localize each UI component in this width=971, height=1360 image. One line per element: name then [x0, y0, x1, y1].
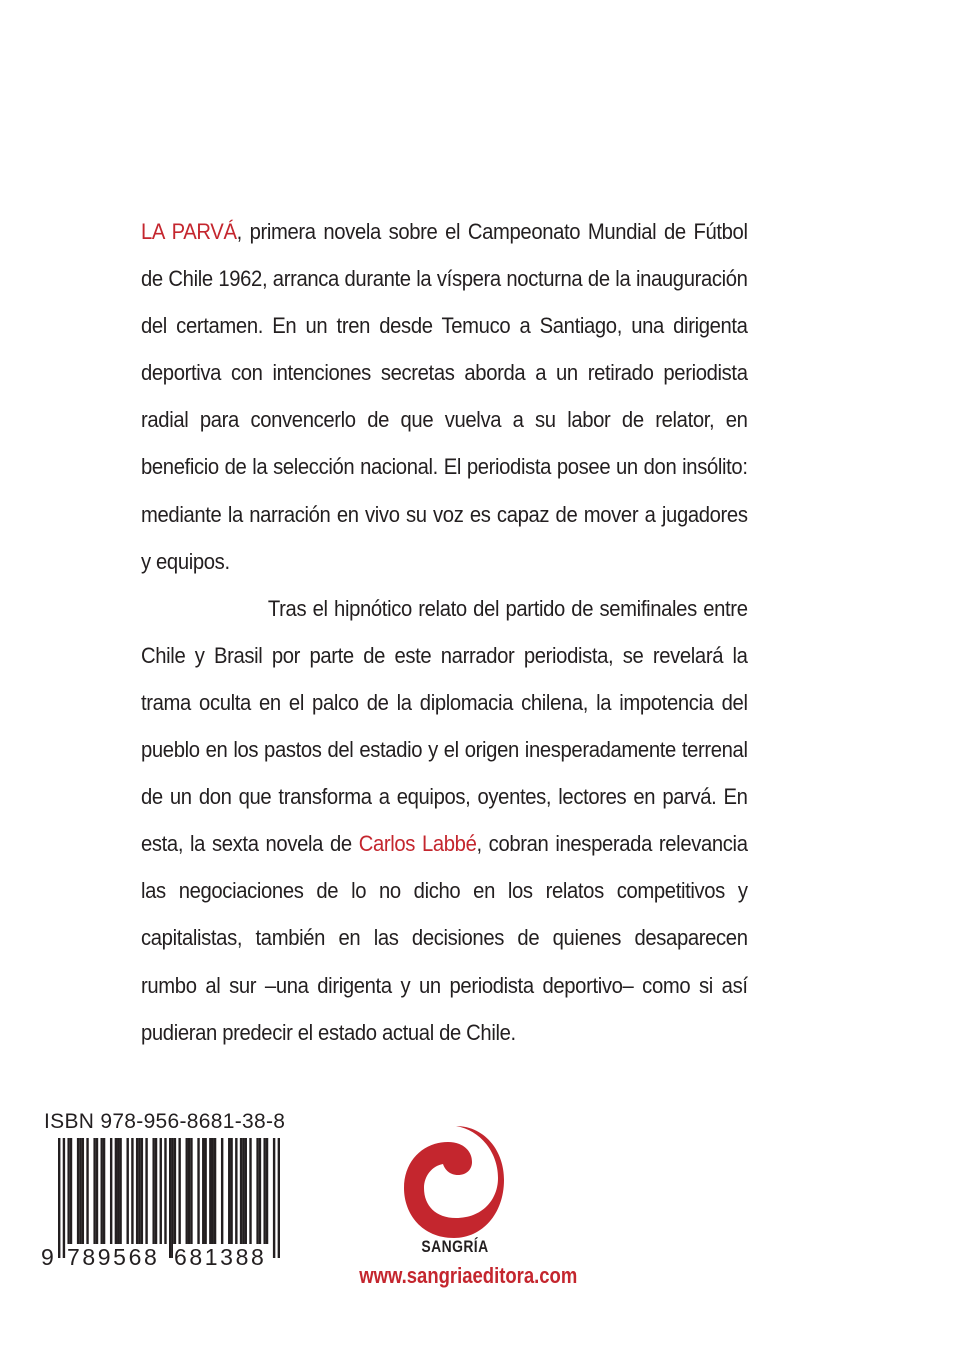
barcode-bar	[79, 1138, 81, 1244]
blurb-paragraph-1	[141, 208, 748, 585]
publisher-website: www.sangriaeditora.com	[359, 1263, 578, 1288]
barcode-bar	[155, 1138, 157, 1244]
book-title: LA PARVÁ	[141, 219, 237, 244]
barcode-bar	[93, 1138, 95, 1244]
barcode-bar	[117, 1138, 119, 1244]
back-cover-blurb	[141, 208, 748, 1056]
barcode-bar	[188, 1138, 190, 1244]
barcode-bar	[131, 1138, 133, 1244]
barcode-bar	[86, 1138, 88, 1244]
barcode-digits	[40, 1244, 284, 1270]
barcode-bar	[138, 1138, 140, 1244]
barcode-bar	[221, 1138, 223, 1244]
barcode-bar	[63, 1138, 65, 1258]
barcode-digit-first: 9	[41, 1244, 57, 1270]
barcode-bar	[169, 1138, 171, 1258]
barcode-bar	[103, 1138, 105, 1244]
barcode-bar	[70, 1138, 72, 1244]
barcode-bar	[82, 1138, 84, 1244]
barcode-bar	[101, 1138, 103, 1244]
barcode-bar	[186, 1138, 188, 1244]
barcode-bar	[249, 1138, 251, 1244]
barcode-bar	[96, 1138, 98, 1244]
barcode-bar	[197, 1138, 199, 1244]
author-name: Carlos Labbé	[358, 831, 477, 857]
isbn-label: ISBN 978-956-8681-38-8	[44, 1110, 286, 1133]
barcode-bar	[240, 1138, 242, 1244]
barcode-bar	[212, 1138, 214, 1244]
blurb-paragraph-2	[141, 585, 748, 1056]
blurb-text-2a: Tras el hipnótico relato del partido de semifinales entre Chile y Brasil por parte de este narrador periodista, se revelará la trama oculta en el palco de la diplomacia chilena, la impotencia del pueblo en los pastos del estadio y el origen inesperadamente terrenal de un don que transforma a equipos, oyentes, lectores en parvá. En esta, la sexta novela de	[141, 595, 748, 857]
blurb-text-2b: , cobran inesperada relevancia las negociaciones de lo no dicho en los relatos competitivos y capitalistas, también en las decisiones de quienes desaparecen rumbo al sur –una dirigenta y un periodista deportivo– como si así pudieran predecir el estado actual de Chile.	[141, 831, 748, 1045]
barcode-bar	[160, 1138, 162, 1244]
barcode-bar	[242, 1138, 244, 1244]
barcode-bar	[266, 1138, 268, 1244]
barcode-bar	[202, 1138, 204, 1244]
barcode-bar	[273, 1138, 275, 1258]
barcode-bar	[145, 1138, 147, 1244]
barcode-bar	[263, 1138, 265, 1244]
barcode-bar	[77, 1138, 79, 1244]
barcode-digits-right: 681388	[174, 1244, 267, 1270]
blurb-text-1: , primera novela sobre el Campeonato Mundial de Fútbol de Chile 1962, arranca durante la víspera nocturna de la inauguración del certamen. En un tren desde Temuco a Santiago, una dirigenta deportiva con intenciones secretas aborda a un retirado periodista radial para convencerlo de que vuelva a su labor de relator, en beneficio de la selección nacional. El periodista posee un don insólito: mediante la narración en vivo su voz es capaz de mover a jugadores y equipos.	[141, 219, 748, 574]
sangria-logo-icon	[402, 1122, 506, 1242]
barcode	[58, 1138, 280, 1258]
barcode-bar	[58, 1138, 60, 1258]
barcode-bar	[278, 1138, 280, 1258]
barcode-bar	[174, 1138, 176, 1258]
barcode-bar	[230, 1138, 232, 1244]
barcode-bar	[126, 1138, 128, 1244]
barcode-bar	[67, 1138, 69, 1244]
barcode-bar	[171, 1138, 173, 1258]
barcode-bar	[204, 1138, 206, 1244]
barcode-bar	[228, 1138, 230, 1244]
barcode-bar	[115, 1138, 117, 1244]
barcode-bar	[259, 1138, 261, 1244]
barcode-bar	[110, 1138, 112, 1244]
barcode-bar	[190, 1138, 192, 1244]
barcode-bar	[141, 1138, 143, 1244]
barcode-bar	[152, 1138, 154, 1244]
barcode-bar	[245, 1138, 247, 1244]
barcode-bar	[209, 1138, 211, 1244]
barcode-bar	[119, 1138, 121, 1244]
barcode-bar	[136, 1138, 138, 1244]
barcode-bar	[164, 1138, 166, 1244]
barcode-bar	[256, 1138, 258, 1244]
barcode-bar	[235, 1138, 237, 1244]
barcode-bar	[214, 1138, 216, 1244]
publisher-name: SANGRÍA	[421, 1237, 489, 1256]
barcode-bar	[178, 1138, 180, 1244]
barcode-digits-left: 789568	[67, 1244, 160, 1270]
